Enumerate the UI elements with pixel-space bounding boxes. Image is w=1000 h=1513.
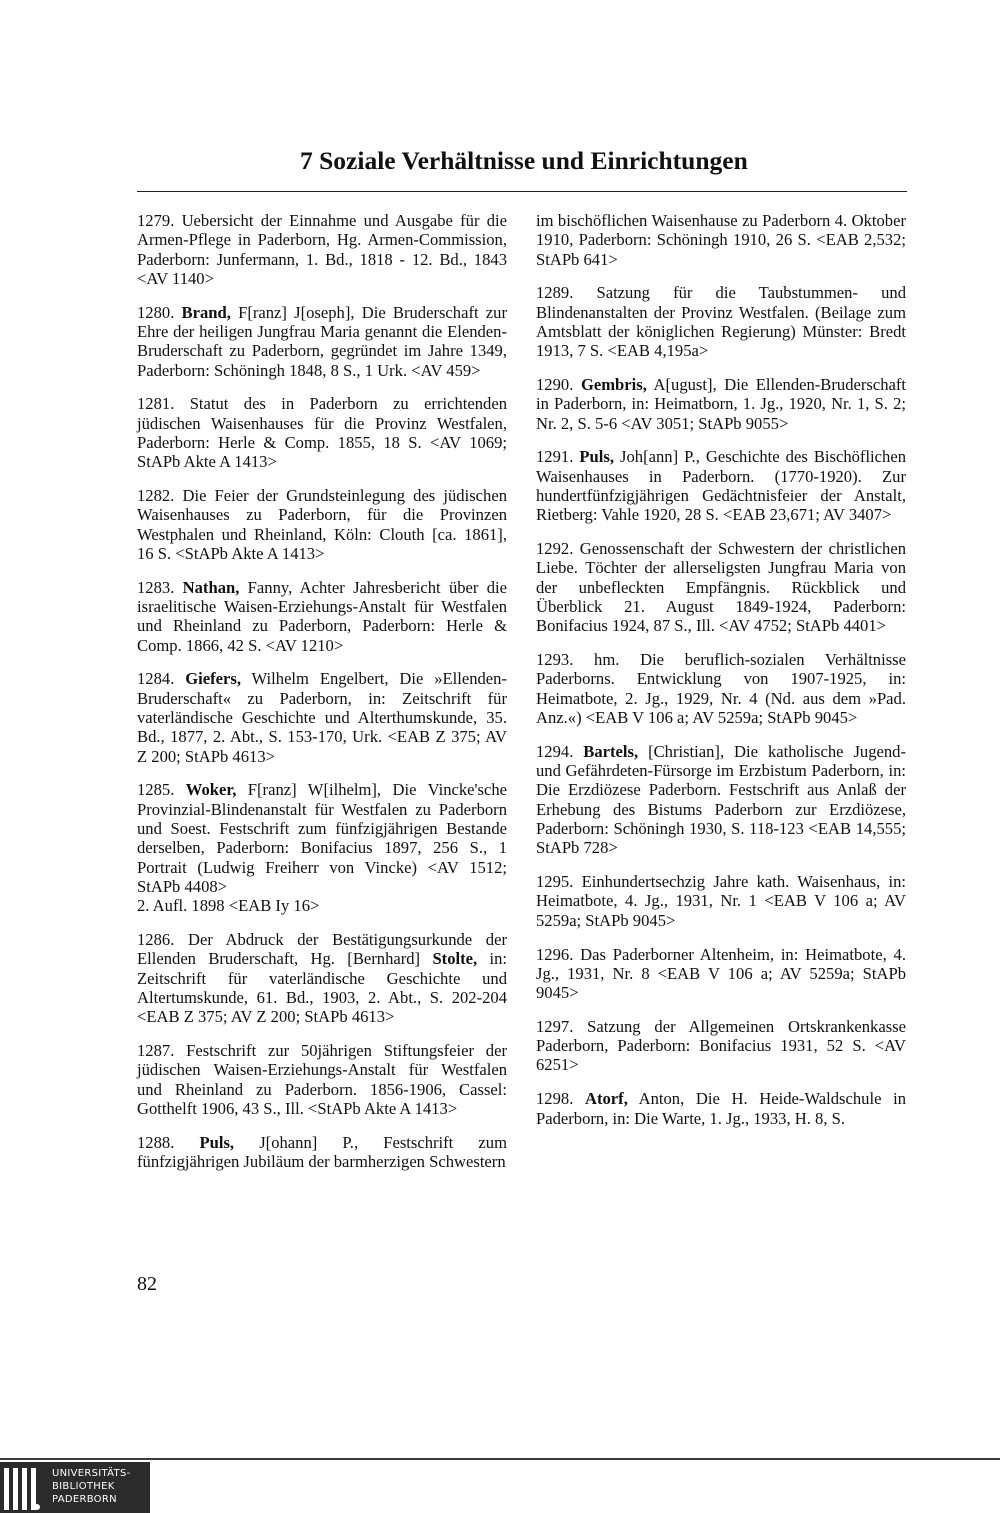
bibliography-entry [536,539,906,635]
library-logo [0,1462,150,1513]
entry-prefix: 1290. [536,375,581,395]
entry-text: F[ranz] J[oseph], Die Bruderschaft zur Ehre der heiligen Jungfrau Maria genannt die Elenden-Bruderschaft zu Paderborn, gegründet im Jahre 1349, Paderborn: Schöningh 1848, 8 S., 1 Urk. <AV 459> [137,302,507,380]
bibliography-entry [137,669,507,765]
library-name-line: BIBLIOTHEK [52,1481,115,1492]
entry-prefix: 1286. Der Abdruck der Bestätigungsurkunde der Ellenden Bruderschaft, Hg. [Bernhard] [137,930,507,969]
author-name: Brand, [181,302,231,322]
entry-prefix: 1288. [137,1132,200,1152]
entry-prefix: 1298. [536,1089,585,1109]
bibliography-entry [137,1041,507,1118]
bibliography-entry [137,394,507,471]
entry-text: in: Zeitschrift für vaterländische Geschichte und Altertumskunde, 61. Bd., 1903, 2. Abt., S. 202-204 <EAB Z 375; AV Z 200; StAPb 4613> [137,949,508,1027]
author-name: Atorf, [585,1089,628,1109]
entry-text: Anton, Die H. Heide-Waldschule in Paderborn, in: Die Warte, 1. Jg., 1933, H. 8, S. [536,1089,906,1128]
entry-text: im bischöflichen Waisenhause zu Paderborn 4. Oktober 1910, Paderborn: Schöningh 1910, 26 S. <EAB 2,532; StAPb 641> [536,211,906,269]
library-name-line: UNIVERSITÄTS- [52,1468,131,1479]
bibliography-entry [536,872,906,930]
entry-text: 1287. Festschrift zur 50jährigen Stiftungsfeier der jüdischen Waisen-Erziehungs-Anstalt für Westfalen und Rheinland zu Paderborn. 1856-1906, Cassel: Gotthelft 1906, 43 S., Ill. <StAPb Akte A 1413> [137,1040,507,1118]
bibliography-entry [137,1133,507,1172]
entry-text: A[ugust], Die Ellenden-Bruderschaft in Paderborn, in: Heimatborn, 1. Jg., 1920, Nr. 1, S. 2; Nr. 2, S. 5-6 <AV 3051; StAPb 9055> [536,375,907,433]
bibliography-entry [137,930,507,1026]
bibliography-entry [536,283,906,360]
right-column [536,211,906,1142]
entry-prefix: 1283. [137,577,183,597]
entry-prefix: 1280. [137,302,182,322]
bibliography-entry [137,303,507,380]
entry-prefix: 1285. [137,780,186,800]
entry-text: 1289. Satzung für die Taubstummen- und Blindenanstalten der Provinz Westfalen. (Beilage zum Amtsblatt der königlichen Regierung) Münster: Bredt 1913, 7 S. <EAB 4,195a> [536,283,906,361]
library-dot-icon [34,1504,40,1510]
bibliography-entry [137,578,507,655]
bibliography-entry [536,375,906,433]
entry-text: 1296. Das Paderborner Altenheim, in: Heimatbote, 4. Jg., 1931, Nr. 8 <EAB V 106 a; AV 5259a; StAPb 9045> [536,944,906,1003]
bibliography-entry [536,650,906,727]
author-name: Woker, [185,780,237,800]
entry-text: Joh[ann] P., Geschichte des Bischöflichen Waisenhauses in Paderborn. (1770-1920). Zur hundertfünfzigjährigen Gedächtnisfeier der Anstalt, Rietberg: Vahle 1920, 28 S. <EAB 23,671; AV 3407> [536,447,906,525]
entry-text: 1282. Die Feier der Grundsteinlegung des jüdischen Waisenhauses zu Paderborn, für die Provinzen Westphalen und Rheinland, Köln: Clouth [ca. 1861], 16 S. <StAPb Akte A 1413> [137,486,507,563]
bibliography-entry [536,742,906,858]
author-name: Puls, [199,1132,235,1152]
author-name: Nathan, [182,577,240,597]
entry-text: 1281. Statut des in Paderborn zu errichtenden jüdischen Waisenhauses für die Provinz Westfalen, Paderborn: Herle & Comp. 1855, 18 S. <AV 1069; StAPb Akte A 1413> [137,394,507,472]
author-name: Bartels, [583,741,639,761]
library-name-line: PADERBORN [52,1494,117,1505]
bibliography-entry [137,211,507,288]
entry-text: 1279. Uebersicht der Einnahme und Ausgabe für die Armen-Pflege in Paderborn, Hg. Armen-Commission, Paderborn: Junfermann, 1. Bd., 1818 - 12. Bd., 1843 <AV 1140> [137,211,507,288]
author-name: Gembris, [580,375,647,395]
footer-rule [0,1458,1000,1460]
entry-text: [Christian], Die katholische Jugend- und Gefährdeten-Fürsorge im Erzbistum Paderborn, in: Die Erzdiözese Paderborn. Festschrift aus Anlaß der Erhebung des Bistums Paderborn zur Erzdiözese, Paderborn: Schöningh 1930, S. 118-123 <EAB 14,555; StAPb 728> [536,741,907,858]
entry-edition: 2. Aufl. 1898 <EAB Iy 16> [137,896,320,916]
entry-text: J[ohann] P., Festschrift zum fünfzigjährigen Jubiläum der barmherzigen Schwestern [137,1132,508,1171]
entry-text: 1293. hm. Die beruflich-sozialen Verhältnisse Paderborns. Entwicklung von 1907-1925, in: Heimatbote, 2. Jg., 1929, Nr. 4 (Nd. aus dem »Pad. Anz.«) <EAB V 106 a; AV 5259a; StAPb 9045> [536,650,906,728]
bibliography-entry [137,780,507,915]
bibliography-entry [536,945,906,1003]
entry-prefix: 1294. [536,741,584,761]
header-rule [137,191,907,192]
bibliography-entry [536,447,906,524]
entry-text: 1295. Einhundertsechzig Jahre kath. Waisenhaus, in: Heimatbote, 4. Jg., 1931, Nr. 1 <EAB V 106 a; AV 5259a; StAPb 9045> [536,872,906,930]
entry-text: F[ranz] W[ilhelm], Die Vincke'sche Provinzial-Blindenanstalt für Westfalen zu Paderborn und Soest. Festschrift zum fünfzigjährigen Bestande derselben, Paderborn: Bonifacius 1897, 256 S., 1 Portrait (Ludwig Freiherr von Vincke) <AV 1512; StAPb 4408> [137,780,508,896]
bibliography-entry [536,1017,906,1075]
page-number: 82 [137,1273,157,1295]
author-name: Giefers, [185,669,241,689]
bibliography-entry [536,211,906,269]
library-name [52,1467,131,1506]
entry-prefix: 1284. [137,669,186,689]
entry-text: Fanny, Achter Jahresbericht über die israelitische Waisen-Erziehungs-Anstalt für Westfalen und Rheinland zu Paderborn, Paderborn: Herle & Comp. 1866, 42 S. <AV 1210> [137,577,508,655]
entry-prefix: 1291. [536,447,580,467]
chapter-title: 7 Soziale Verhältnisse und Einrichtungen [300,146,748,175]
bibliography-entry [536,1089,906,1128]
entry-text: 1292. Genossenschaft der Schwestern der christlichen Liebe. Töchter der allerseligsten Jungfrau Maria von der unbefleckten Empfängnis. Rückblick und Überblick 21. August 1849-1924, Paderborn: Bonifacius 1924, 87 S., Ill. <AV 4752; StAPb 4401> [536,539,906,636]
author-name: Puls, [579,447,614,467]
author-name: Stolte, [432,949,478,969]
entry-text: 1297. Satzung der Allgemeinen Ortskrankenkasse Paderborn, Paderborn: Bonifacius 1931, 52 S. <AV 6251> [536,1016,906,1075]
bibliography-entry [137,486,507,563]
left-column [137,211,507,1186]
entry-text: Wilhelm Engelbert, Die »Ellenden-Bruderschaft« zu Paderborn, in: Zeitschrift für vaterländische Geschichte und Alterthumskunde, 35. Bd., 1877, 2. Abt., S. 153-170, Urk. <EAB Z 375; AV Z 200; StAPb 4613> [137,669,507,766]
